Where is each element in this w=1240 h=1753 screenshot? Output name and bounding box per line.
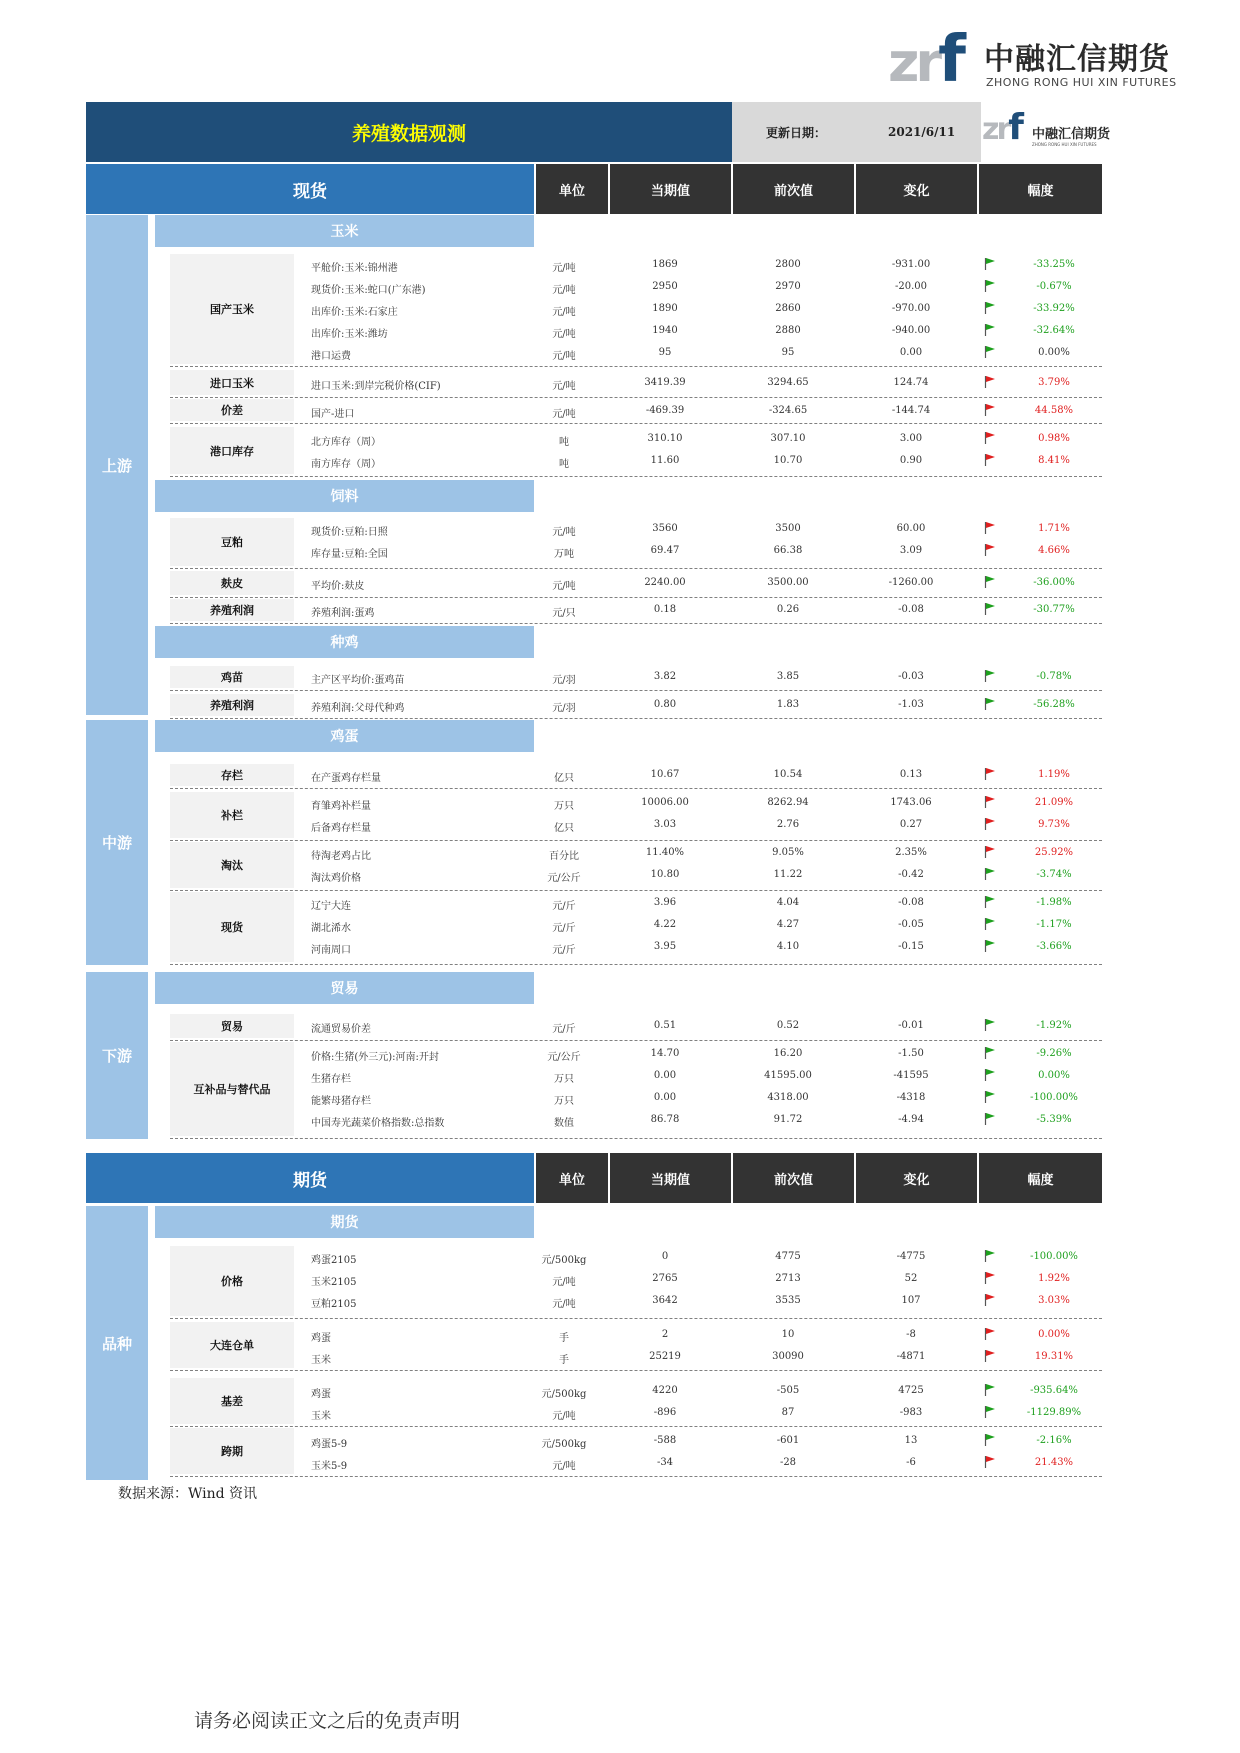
report-title: 养殖数据观测: [86, 102, 732, 162]
group-restock: 补栏: [170, 792, 294, 838]
table-row: 南方库存（周） 吨 11.60 10.70 0.90 8.41%: [311, 455, 1070, 470]
table-row: 养殖利润:蛋鸡 元/只 0.18 0.26 -0.08 -30.77%: [311, 604, 1075, 619]
logo-english-name: ZHONG RONG HUI XIN FUTURES: [986, 76, 1177, 89]
col-percent: 幅度: [979, 1153, 1102, 1203]
trend-flag-icon: [984, 1046, 998, 1060]
group-egg-spot: 现货: [170, 892, 294, 962]
category-feed: 饲料: [155, 480, 534, 512]
trend-flag-icon: [984, 767, 998, 781]
trend-flag-icon: [984, 1455, 998, 1469]
table-row: 现货价:豆粕:日照 元/吨 3560 3500 60.00 1.71%: [311, 523, 1070, 538]
table-row: 中国寿光蔬菜价格指数:总指数 数值 86.78 91.72 -4.94 -5.39%: [311, 1114, 1072, 1129]
trend-flag-icon: [984, 1405, 998, 1419]
trend-flag-icon: [984, 867, 998, 881]
group-bran: 麸皮: [170, 571, 294, 595]
trend-flag-icon: [984, 375, 998, 389]
trend-flag-icon: [984, 1433, 998, 1447]
table-row: 玉米 元/吨 -896 87 -983 -1129.89%: [311, 1407, 1082, 1422]
company-logo: [888, 23, 1177, 97]
table-row: 玉米 手 25219 30090 -4871 19.31%: [311, 1351, 1074, 1366]
group-substitutes: 互补品与替代品: [170, 1042, 294, 1136]
stage-upstream: 上游: [86, 215, 148, 715]
table-row: 平均价:麸皮 元/吨 2240.00 3500.00 -1260.00 -36.00%: [311, 577, 1075, 592]
trend-flag-icon: [984, 1271, 998, 1285]
group-chick: 鸡苗: [170, 666, 294, 688]
group-domestic-corn: 国产玉米: [170, 254, 294, 364]
col-previous: 前次值: [733, 164, 854, 214]
update-date-label: 更新日期：: [766, 125, 827, 140]
table-row: 进口玉米:到岸完税价格(CIF) 元/吨 3419.39 3294.65 124.74 3.79%: [311, 377, 1070, 392]
stage-varieties: 品种: [86, 1206, 148, 1480]
trend-flag-icon: [984, 697, 998, 711]
category-corn: 玉米: [155, 215, 534, 247]
col-change: 变化: [856, 1153, 977, 1203]
group-culling: 淘汰: [170, 842, 294, 888]
table-row: 鸡蛋 元/500kg 4220 -505 4725 -935.64%: [311, 1385, 1078, 1400]
small-logo: zrf 中融汇信期货 ZHONG RONG HUI XIN FUTURES: [982, 107, 1111, 148]
table-row: 现货价:玉米:蛇口(广东港) 元/吨 2950 2970 -20.00 -0.67%: [311, 281, 1072, 296]
logo-chinese-name: 中融汇信期货: [984, 42, 1170, 77]
table-row: 待淘老鸡占比 百分比 11.40% 9.05% 2.35% 25.92%: [311, 847, 1074, 862]
table-row: 后备鸡存栏量 亿只 3.03 2.76 0.27 9.73%: [311, 819, 1070, 834]
trend-flag-icon: [984, 602, 998, 616]
disclaimer-footer: 请务必阅读正文之后的免责声明: [194, 1710, 461, 1732]
update-date-box: [732, 102, 981, 162]
trend-flag-icon: [984, 1068, 998, 1082]
trend-flag-icon: [984, 345, 998, 359]
trend-flag-icon: [984, 895, 998, 909]
trend-flag-icon: [984, 1249, 998, 1263]
table-row: 鸡蛋2105 元/500kg 0 4775 -4775 -100.00%: [311, 1251, 1078, 1266]
group-trade: 贸易: [170, 1014, 294, 1038]
spot-header-row: [86, 164, 1102, 214]
trend-flag-icon: [984, 521, 998, 535]
group-inventory: 存栏: [170, 764, 294, 786]
table-row: 鸡蛋5-9 元/500kg -588 -601 13 -2.16%: [311, 1435, 1072, 1450]
category-breeder: 种鸡: [155, 626, 534, 658]
trend-flag-icon: [984, 453, 998, 467]
col-current: 当期值: [610, 164, 731, 214]
trend-flag-icon: [984, 669, 998, 683]
table-row: 生猪存栏 万只 0.00 41595.00 -41595 0.00%: [311, 1070, 1070, 1085]
group-calendar-spread: 跨期: [170, 1428, 294, 1474]
trend-flag-icon: [984, 431, 998, 445]
table-row: 养殖利润:父母代种鸡 元/羽 0.80 1.83 -1.03 -56.28%: [311, 699, 1075, 714]
category-egg: 鸡蛋: [155, 720, 534, 752]
group-port-stock: 港口库存: [170, 427, 294, 474]
table-row: 淘汰鸡价格 元/公斤 10.80 11.22 -0.42 -3.74%: [311, 869, 1072, 884]
col-percent: 幅度: [979, 164, 1102, 214]
trend-flag-icon: [984, 257, 998, 271]
table-row: 平舱价:玉米:锦州港 元/吨 1869 2800 -931.00 -33.25%: [311, 259, 1075, 274]
trend-flag-icon: [984, 1349, 998, 1363]
table-row: 玉米2105 元/吨 2765 2713 52 1.92%: [311, 1273, 1070, 1288]
trend-flag-icon: [984, 1018, 998, 1032]
table-row: 辽宁大连 元/斤 3.96 4.04 -0.08 -1.98%: [311, 897, 1072, 912]
table-row: 育雏鸡补栏量 万只 10006.00 8262.94 1743.06 21.09%: [311, 797, 1074, 812]
trend-flag-icon: [984, 817, 998, 831]
table-row: 豆粕2105 元/吨 3642 3535 107 3.03%: [311, 1295, 1070, 1310]
trend-flag-icon: [984, 575, 998, 589]
table-row: 玉米5-9 元/吨 -34 -28 -6 21.43%: [311, 1457, 1074, 1472]
table-row: 能繁母猪存栏 万只 0.00 4318.00 -4318 -100.00%: [311, 1092, 1078, 1107]
trend-flag-icon: [984, 917, 998, 931]
futures-header: 期货: [86, 1153, 534, 1203]
group-breeder-profit: 养殖利润: [170, 694, 294, 716]
table-row: 库存量:豆粕:全国 万吨 69.47 66.38 3.09 4.66%: [311, 545, 1070, 560]
trend-flag-icon: [984, 795, 998, 809]
col-change: 变化: [856, 164, 977, 214]
col-unit: 单位: [536, 1153, 608, 1203]
table-row: 价格:生猪(外三元):河南:开封 元/公斤 14.70 16.20 -1.50 -9.26%: [311, 1048, 1072, 1063]
trend-flag-icon: [984, 1090, 998, 1104]
table-row: 湖北浠水 元/斤 4.22 4.27 -0.05 -1.17%: [311, 919, 1072, 934]
trend-flag-icon: [984, 403, 998, 417]
trend-flag-icon: [984, 279, 998, 293]
futures-header-row: [86, 1153, 1102, 1203]
table-row: 河南周口 元/斤 3.95 4.10 -0.15 -3.66%: [311, 941, 1072, 956]
col-current: 当期值: [610, 1153, 731, 1203]
group-spread: 价差: [170, 399, 294, 421]
table-row: 国产-进口 元/吨 -469.39 -324.65 -144.74 44.58%: [311, 405, 1074, 420]
table-row: 流通贸易价差 元/斤 0.51 0.52 -0.01 -1.92%: [311, 1020, 1072, 1035]
trend-flag-icon: [984, 1293, 998, 1307]
group-soymeal: 豆粕: [170, 518, 294, 566]
table-row: 出库价:玉米:石家庄 元/吨 1890 2860 -970.00 -33.92%: [311, 303, 1075, 318]
spot-header: 现货: [86, 164, 534, 214]
table-row: 鸡蛋 手 2 10 -8 0.00%: [311, 1329, 1070, 1344]
trend-flag-icon: [984, 543, 998, 557]
table-row: 北方库存（周） 吨 310.10 307.10 3.00 0.98%: [311, 433, 1070, 448]
group-futures-price: 价格: [170, 1246, 294, 1316]
table-row: 主产区平均价:蛋鸡苗 元/羽 3.82 3.85 -0.03 -0.78%: [311, 671, 1072, 686]
update-date-value: 2021/6/11: [888, 125, 956, 139]
stage-midstream: 中游: [86, 720, 148, 965]
trend-flag-icon: [984, 1112, 998, 1126]
data-source-note: 数据来源：Wind 资讯: [118, 1486, 258, 1502]
trend-flag-icon: [984, 939, 998, 953]
category-trade: 贸易: [155, 972, 534, 1004]
group-dalian-warrants: 大连仓单: [170, 1322, 294, 1368]
group-imported-corn: 进口玉米: [170, 370, 294, 395]
logo-mark: zrf: [888, 23, 962, 97]
col-unit: 单位: [536, 164, 608, 214]
trend-flag-icon: [984, 1327, 998, 1341]
trend-flag-icon: [984, 301, 998, 315]
trend-flag-icon: [984, 323, 998, 337]
trend-flag-icon: [984, 845, 998, 859]
group-layer-profit: 养殖利润: [170, 599, 294, 621]
category-futures: 期货: [155, 1206, 534, 1238]
col-previous: 前次值: [733, 1153, 854, 1203]
table-row: 港口运费 元/吨 95 95 0.00 0.00%: [311, 347, 1070, 362]
stage-downstream: 下游: [86, 972, 148, 1139]
table-row: 出库价:玉米:潍坊 元/吨 1940 2880 -940.00 -32.64%: [311, 325, 1075, 340]
group-basis: 基差: [170, 1378, 294, 1424]
trend-flag-icon: [984, 1383, 998, 1397]
table-row: 在产蛋鸡存栏量 亿只 10.67 10.54 0.13 1.19%: [311, 769, 1070, 784]
